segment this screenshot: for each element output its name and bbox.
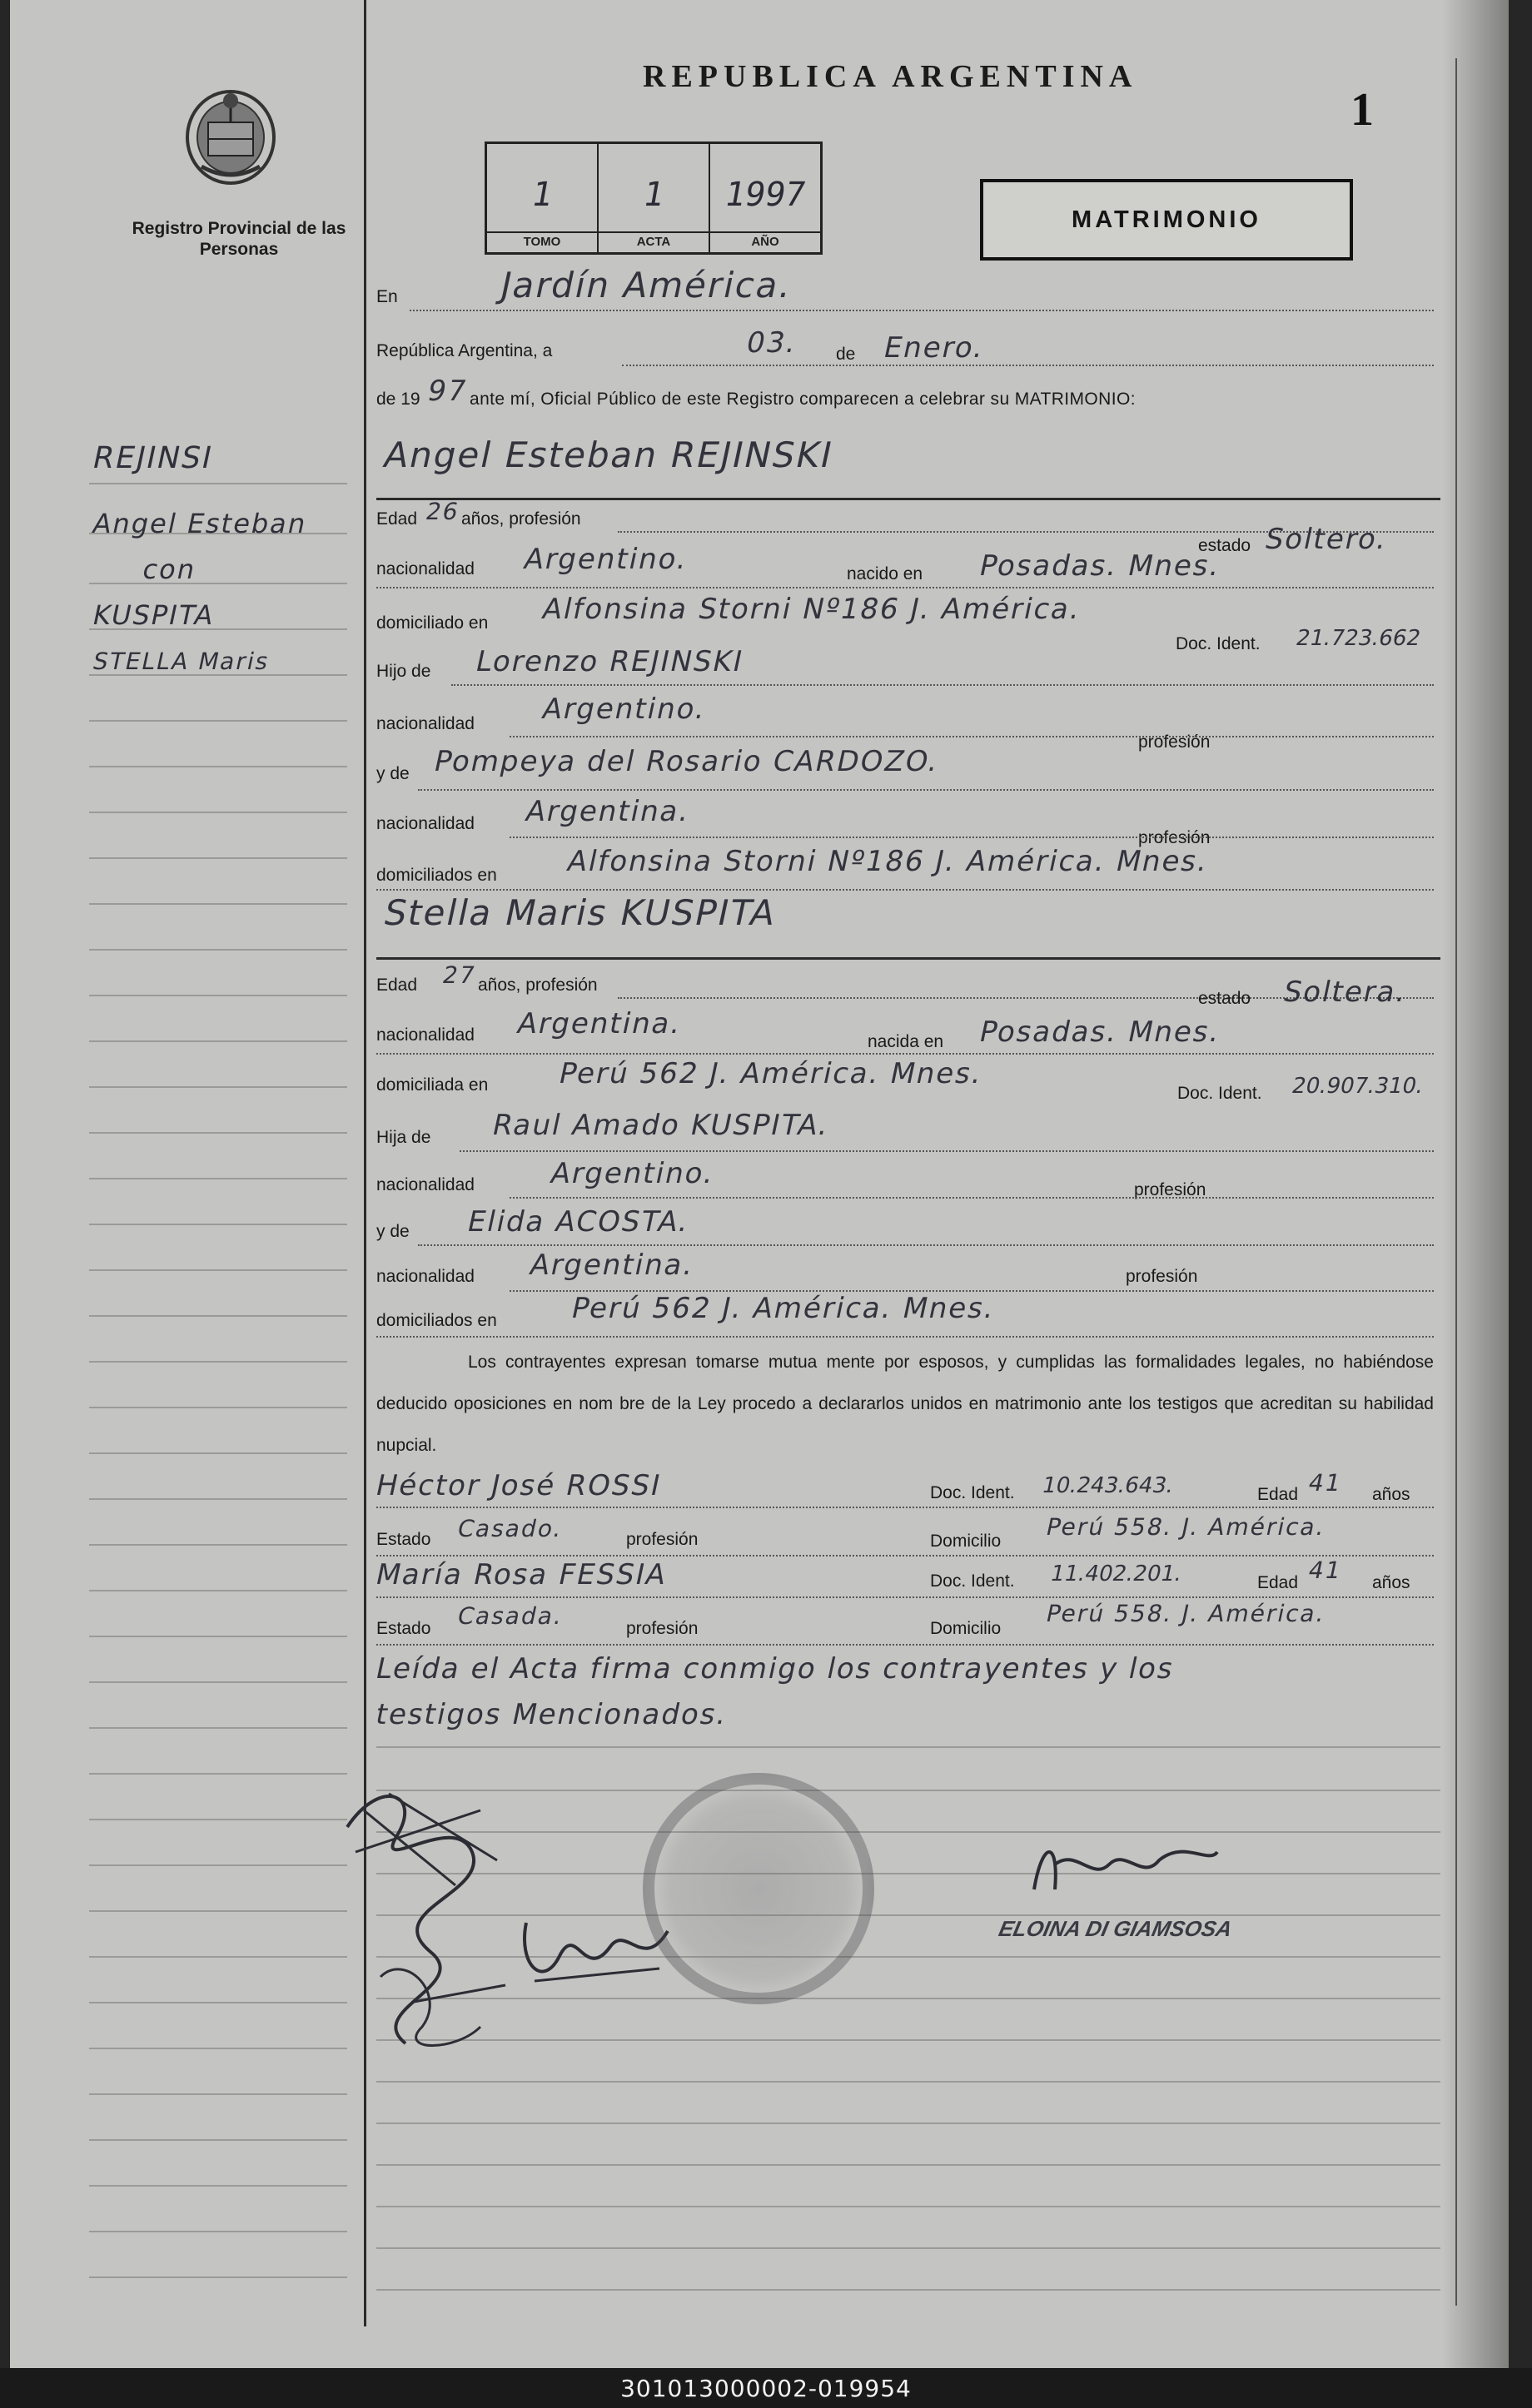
witness2-dom-label: Domicilio (930, 1619, 1002, 1638)
groom-father: Lorenzo REJINSKI (472, 645, 748, 678)
witness2-estado-label: Estado (376, 1619, 431, 1638)
bride-mother-prof-label: profesión (1126, 1267, 1198, 1286)
year-suffix: 97 (424, 375, 471, 408)
bride-nacida: Posadas. Mnes. (976, 1015, 1224, 1049)
acta-label: ACTA (599, 231, 709, 249)
bride-name: Stella Maris KUSPITA (380, 892, 781, 933)
bride-separator (376, 957, 1440, 960)
margin-note-bride-surname: KUSPITA (89, 599, 218, 631)
republic-title: REPUBLICA ARGENTINA (643, 59, 1138, 94)
place-value: Jardín América. (496, 265, 797, 305)
bride-domicilio: Perú 562 J. América. Mnes. (555, 1057, 987, 1090)
margin-note-bride-name: STELLA Maris (90, 648, 273, 675)
bride-yde-label: y de (376, 1222, 410, 1241)
bride-nac-line (376, 1053, 1434, 1055)
bride-hija-label: Hija de (376, 1128, 431, 1147)
de-label: de (836, 345, 856, 364)
groom-father-line (451, 684, 1434, 686)
bride-father-line (460, 1150, 1434, 1152)
witness1-edad-label: Edad (1257, 1485, 1299, 1504)
groom-father-nac-line (510, 736, 1434, 737)
witness1-line (376, 1507, 1434, 1508)
bride-domicilio-label: domiciliada en (376, 1075, 489, 1095)
witness2-name: María Rosa FESSIA (372, 1558, 671, 1591)
bride-nacida-label: nacida en (868, 1032, 944, 1051)
official-name: ELOINA DI GIAMSOSA (996, 1916, 1235, 1941)
groom-parents-dom: Alfonsina Storni Nº186 J. América. Mnes. (564, 845, 1212, 878)
tomo-value: 1 (528, 176, 556, 214)
date-line (622, 365, 1434, 366)
year-prefix: de 19 (376, 390, 420, 409)
witness2-edad: 41 (1306, 1557, 1345, 1584)
groom-name: Angel Esteban REJINSKI (380, 434, 838, 475)
bride-estado-label: estado (1198, 989, 1251, 1008)
witness2-doc-label: Doc. Ident. (930, 1571, 1015, 1591)
groom-father-nac-label: nacionalidad (376, 714, 475, 733)
witness2-prof-label: profesión (626, 1619, 699, 1638)
groom-estado: Soltero. (1261, 523, 1391, 556)
registry-seal-icon (177, 79, 285, 187)
witness1-doc: 10.243.643. (1039, 1473, 1176, 1498)
groom-father-prof-label: profesión (1138, 732, 1211, 752)
margin-note-surname: REJINSI (89, 441, 216, 475)
groom-parents-dom-label: domiciliados en (376, 866, 497, 885)
bride-mother-nac-label: nacionalidad (376, 1267, 475, 1286)
republica-label: República Argentina, a (376, 341, 553, 360)
bride-parents-dom: Perú 562 J. América. Mnes. (568, 1292, 999, 1325)
witness2-line (376, 1596, 1434, 1598)
acta-cell (599, 144, 710, 252)
witness2-estado-line (376, 1644, 1434, 1646)
groom-nac-line (376, 587, 1434, 588)
witness1-edad: 41 (1306, 1469, 1345, 1497)
witness1-name: Héctor José ROSSI (372, 1469, 665, 1502)
witness1-prof-label: profesión (626, 1530, 699, 1549)
witness2-edad-label: Edad (1257, 1573, 1299, 1592)
groom-nacionalidad: Argentino. (520, 543, 692, 576)
groom-hijo-label: Hijo de (376, 662, 431, 681)
tomo-label: TOMO (487, 231, 597, 249)
groom-anos-label: años, profesión (461, 509, 581, 529)
bride-father-prof-label: profesión (1134, 1180, 1206, 1199)
groom-nacionalidad-label: nacionalidad (376, 559, 475, 578)
bride-mother: Elida ACOSTA. (464, 1205, 694, 1239)
day-value: 03. (743, 326, 801, 360)
witness1-estado: Casado. (455, 1515, 566, 1542)
bride-parents-dom-label: domiciliados en (376, 1311, 497, 1330)
month-value: Enero. (880, 331, 988, 365)
groom-mother-prof-label: profesión (1138, 828, 1211, 847)
bride-doc-label: Doc. Ident. (1177, 1084, 1262, 1103)
groom-edad: 26 (423, 498, 463, 525)
witness1-dom: Perú 558. J. América. (1043, 1513, 1329, 1541)
witness1-doc-label: Doc. Ident. (930, 1483, 1015, 1502)
groom-nacido-label: nacido en (847, 564, 923, 583)
bride-father-nac: Argentino. (547, 1157, 719, 1190)
tomo-cell (487, 144, 599, 252)
witness2-doc: 11.402.201. (1047, 1561, 1185, 1586)
bride-anos-label: años, profesión (478, 976, 598, 995)
groom-mother: Pompeya del Rosario CARDOZO. (430, 745, 943, 778)
ano-value: 1997 (721, 176, 809, 214)
bride-doc: 20.907.310. (1289, 1074, 1426, 1099)
bride-father-nac-line (510, 1197, 1434, 1199)
groom-estado-label: estado (1198, 536, 1251, 555)
bride-mother-nac: Argentina. (526, 1249, 698, 1282)
statement: ante mí, Oficial Público de este Registro comparecen a celebrar su MATRIMONIO: (470, 390, 1136, 409)
groom-domicilio-label: domiciliado en (376, 613, 489, 633)
witness1-estado-label: Estado (376, 1530, 431, 1549)
groom-mother-nac-line (510, 837, 1434, 838)
ano-label: AÑO (710, 231, 820, 249)
groom-father-nac: Argentino. (539, 693, 710, 726)
bride-nacionalidad-label: nacionalidad (376, 1025, 475, 1045)
groom-domicilio: Alfonsina Storni Nº186 J. América. (539, 593, 1085, 626)
margin-note-con: con (139, 554, 200, 585)
groom-mother-nac: Argentina. (522, 795, 694, 828)
acta-value: 1 (639, 176, 668, 214)
groom-nacido: Posadas. Mnes. (976, 549, 1224, 583)
bride-estado: Soltera. (1280, 976, 1410, 1009)
record-type-box: MATRIMONIO (980, 179, 1353, 261)
closing-line1: Leída el Acta firma conmigo los contrayentes y los (372, 1652, 1178, 1686)
en-label: En (376, 287, 398, 306)
groom-doc: 21.723.662 (1293, 626, 1424, 651)
record-number-box (485, 142, 823, 255)
witness1-estado-line (376, 1555, 1434, 1557)
signature-oficial-icon (1017, 1823, 1234, 1923)
groom-mother-nac-label: nacionalidad (376, 814, 475, 833)
bride-parents-dom-line (376, 1336, 1434, 1338)
bride-father-nac-label: nacionalidad (376, 1175, 475, 1194)
groom-separator (376, 498, 1440, 500)
witness1-dom-label: Domicilio (930, 1532, 1002, 1551)
place-line (410, 310, 1434, 311)
groom-edad-label: Edad (376, 509, 418, 529)
groom-yde-label: y de (376, 764, 410, 783)
ano-cell (710, 144, 820, 252)
groom-parents-dom-line (376, 889, 1434, 891)
witness2-estado: Casada. (455, 1602, 566, 1630)
witness2-anos-label: años (1372, 1573, 1410, 1592)
groom-mother-line (418, 789, 1434, 791)
closing-line2: testigos Mencionados. (372, 1698, 731, 1731)
page-number: 1 (1350, 84, 1374, 136)
bride-nacionalidad: Argentina. (514, 1007, 685, 1040)
register-page (10, 0, 1509, 2368)
registry-label: Registro Provincial de las Personas (132, 219, 346, 259)
page-edge-line (1455, 58, 1457, 2306)
bride-edad-label: Edad (376, 976, 418, 995)
margin-note-groom: Angel Esteban (89, 508, 311, 539)
bride-edad: 27 (440, 961, 480, 989)
footer-code: 301013000002-019954 (620, 2375, 912, 2402)
declaration-text: Los contrayentes expresan tomarse mutua mente por esposos, y cumplidas las formalidades legales, no habiéndose deducido oposiciones en nom bre de la Ley procedo a declararlos unidos en matrimonio ante los testigos que acreditan su habilidad nupcial. (376, 1353, 1434, 1455)
bride-mother-line (418, 1244, 1434, 1246)
witness2-dom: Perú 558. J. América. (1043, 1600, 1329, 1627)
official-stamp (643, 1773, 874, 2004)
groom-doc-label: Doc. Ident. (1176, 634, 1261, 653)
bride-father: Raul Amado KUSPITA. (489, 1109, 833, 1142)
witness1-anos-label: años (1372, 1485, 1410, 1504)
